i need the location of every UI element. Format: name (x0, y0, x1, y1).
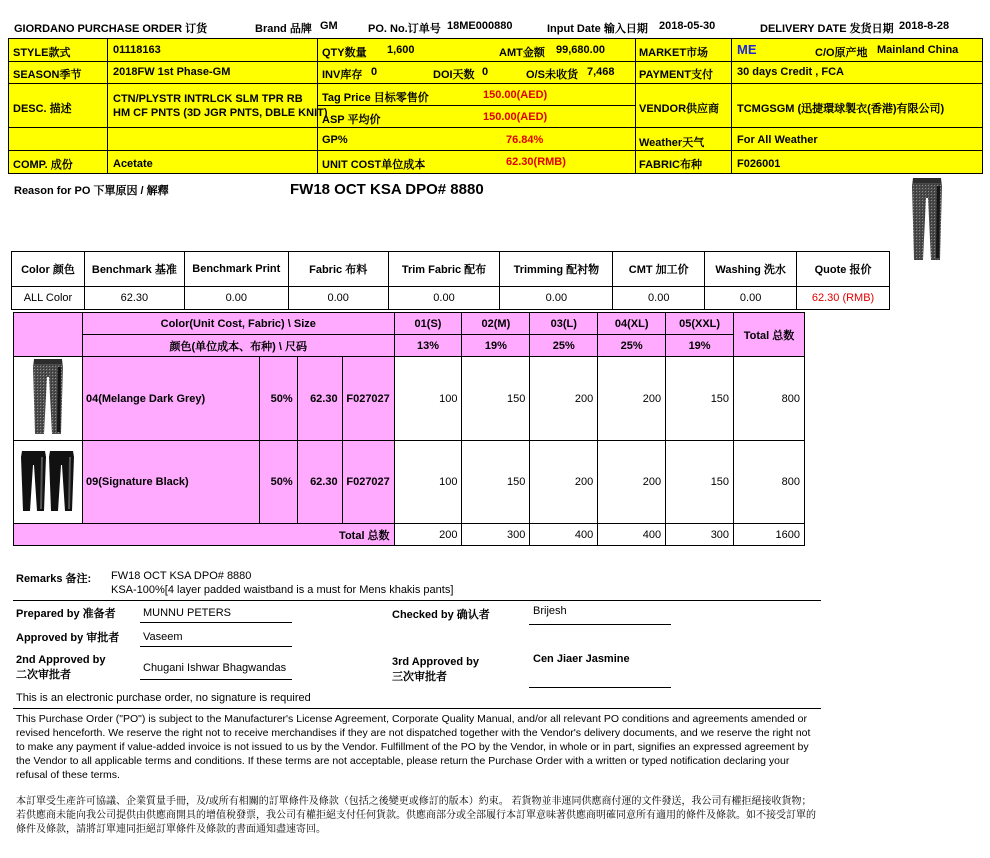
remarks-label: Remarks 备注: (16, 573, 92, 585)
inv-label: INV库存 (322, 69, 363, 81)
cost-header-benchmark: Benchmark 基准 (84, 252, 184, 287)
row-1-qty-s: 100 (394, 357, 462, 441)
remarks-line-1: FW18 OCT KSA DPO# 8880 (111, 570, 252, 582)
row-1-qty-m: 150 (462, 357, 530, 441)
amt-label: AMT金额 (499, 47, 545, 59)
cost-value-washing: 0.00 (705, 287, 797, 310)
style-value: 01118163 (113, 44, 161, 56)
market-label: MARKET市场 (639, 47, 709, 59)
cost-header-trim-fabric: Trim Fabric 配布 (388, 252, 500, 287)
terms-english: This Purchase Order ("PO") is subject to the Manufacturer's License Agreement, Corporate Quality Manual, and/or all relevant PO conditions and agreements amended or revised henceforth. We reserve the right not to receive merchandises if they are not dispatched together with the Vendor's delivery documents, and we reserve the right not to make any payment if value-added invoice is not issued to us by the Vendor. Fulfillment of the PO by the Vendor, in whole or in part, signifies an expressed agreement by the Vendor to all applicable terms and conditions. If these terms are not acceptable, please return the Purchase Order with a written or typed notification declaring your refusal of these terms. (16, 713, 811, 781)
row-1-color: 04(Melange Dark Grey) (82, 357, 259, 441)
season-label: SEASON季节 (13, 69, 82, 81)
season-value: 2018FW 1st Phase-GM (113, 66, 231, 78)
fabric-value: F026001 (737, 158, 781, 170)
terms-chinese: 本訂單受生產許可協議、企業質量手冊，及/或所有相關的訂單條件及條款（包括之後變更或修訂的版本）約束。 若貨物並非連同供應商付運的文件發送，我公司有權拒絕接收貨物；若供應商未能向我公司提供由供應商開具的增值稅發票，我公司有權拒絕支付任何貨款。供應商部分或全部履行本訂單意味著供應商明確同意所有適用的條件及條款。如不接受訂單的條件及條款，請將訂單連同拒絕訂單條件及條款的書面通知盡速寄回。 (16, 796, 816, 835)
fabric-label: FABRIC布种 (639, 159, 702, 171)
brand-label: Brand 品牌 (255, 23, 312, 35)
comp-value: Acetate (113, 158, 153, 170)
row-2-qty-xxl: 150 (666, 441, 734, 524)
row-1-total: 800 (734, 357, 805, 441)
footer-grand-total: 1600 (734, 524, 805, 546)
qty-label: QTY数量 (322, 47, 367, 59)
brand-value: GM (320, 20, 338, 32)
co-label: C/O原产地 (815, 47, 868, 59)
market-value: ME (737, 42, 757, 57)
cost-header-quote: Quote 报价 (797, 252, 890, 287)
desc-label: DESC. 描述 (13, 103, 72, 115)
prepared-label: Prepared by 准备者 (16, 608, 116, 620)
weather-value: For All Weather (737, 134, 818, 146)
row-2-qty-s: 100 (394, 441, 462, 524)
footer-total-xxl: 300 (666, 524, 734, 546)
weather-label: Weather天气 (639, 137, 705, 149)
pants-black-icon (19, 449, 77, 513)
gp-value: 76.84% (506, 134, 544, 146)
row-1-cost: 62.30 (297, 357, 342, 441)
cost-value-trimming: 0.00 (500, 287, 613, 310)
ratio-xxl: 19% (666, 335, 734, 357)
desc-line-2: HM CF PNTS (3D JGR PNTS, DBLE KNIT) (113, 107, 328, 119)
asp-value: 150.00(AED) (483, 111, 548, 123)
row-2-fabric: F027027 (342, 441, 394, 524)
size-label-m: 02(M) (462, 313, 530, 335)
size-header-line-1: Color(Unit Cost, Fabric) \ Size (82, 313, 394, 335)
desc-line-1: CTN/PLYSTR INTRLCK SLM TPR RB (113, 93, 303, 105)
third-approved-label-zh: 三次审批者 (392, 671, 447, 683)
asp-label: ASP 平均价 (322, 114, 381, 126)
table-row (14, 441, 805, 524)
footer-total-m: 300 (462, 524, 530, 546)
row-1-qty-xxl: 150 (666, 357, 734, 441)
second-approved-label: 2nd Approved by (16, 654, 106, 666)
cost-header-washing: Washing 洗水 (705, 252, 797, 287)
third-approved-value: Cen Jiaer Jasmine (533, 653, 630, 665)
cost-header-color: Color 颜色 (12, 252, 85, 287)
cost-header-trimming: Trimming 配衬物 (500, 252, 613, 287)
doi-label: DOI天数 (433, 69, 475, 81)
product-thumbnail (907, 176, 947, 264)
comp-label: COMP. 成份 (13, 159, 73, 171)
footer-total-label: Total 总数 (14, 524, 395, 546)
row-2-qty-l: 200 (530, 441, 598, 524)
cost-value-benchmark-print: 0.00 (184, 287, 288, 310)
color-swatch-black (14, 441, 83, 524)
footer-total-l: 400 (530, 524, 598, 546)
style-label: STYLE款式 (13, 47, 71, 59)
co-value: Mainland China (877, 44, 959, 56)
row-1-qty-xl: 200 (598, 357, 666, 441)
checked-value: Brijesh (533, 605, 567, 617)
row-2-qty-xl: 200 (598, 441, 666, 524)
reason-title: FW18 OCT KSA DPO# 8880 (290, 181, 484, 198)
row-2-total: 800 (734, 441, 805, 524)
image-header-cell (14, 313, 83, 357)
cost-value-trim-fabric: 0.00 (388, 287, 500, 310)
size-label-xxl: 05(XXL) (666, 313, 734, 335)
footer-total-xl: 400 (598, 524, 666, 546)
size-header-line-2: 颜色(单位成本、布种) \ 尺码 (82, 335, 394, 357)
delivery-date-label: DELIVERY DATE 发货日期 (760, 23, 894, 35)
vendor-label: VENDOR供应商 (639, 103, 720, 115)
cost-value-fabric: 0.00 (288, 287, 388, 310)
size-label-xl: 04(XL) (598, 313, 666, 335)
tag-price-value: 150.00(AED) (483, 89, 548, 101)
row-1-pct: 50% (259, 357, 297, 441)
cost-header-fabric: Fabric 布料 (288, 252, 388, 287)
total-header: Total 总数 (734, 313, 805, 357)
delivery-date: 2018-8-28 (899, 20, 950, 32)
cost-value-color: ALL Color (12, 287, 85, 310)
amt-value: 99,680.00 (556, 44, 605, 56)
cost-value-benchmark: 62.30 (84, 287, 184, 310)
ratio-m: 19% (462, 335, 530, 357)
size-label-s: 01(S) (394, 313, 462, 335)
qty-value: 1,600 (387, 44, 415, 56)
doi-value: 0 (482, 66, 489, 78)
cost-header-cmt: CMT 加工价 (613, 252, 705, 287)
unit-cost-label: UNIT COST单位成本 (322, 159, 426, 171)
input-date: 2018-05-30 (659, 20, 716, 32)
prepared-value: MUNNU PETERS (143, 607, 232, 619)
checked-label: Checked by 确认者 (392, 609, 490, 621)
row-2-cost: 62.30 (297, 441, 342, 524)
row-2-color: 09(Signature Black) (82, 441, 259, 524)
second-approved-value: Chugani Ishwar Bhagwandas (143, 662, 287, 674)
row-2-pct: 50% (259, 441, 297, 524)
cost-header-benchmark-print: Benchmark Print (184, 252, 288, 287)
ratio-xl: 25% (598, 335, 666, 357)
row-1-qty-l: 200 (530, 357, 598, 441)
gp-label: GP% (322, 134, 348, 146)
payment-value: 30 days Credit , FCA (737, 66, 844, 78)
approved-value: Vaseem (143, 631, 183, 643)
po-number: 18ME000880 (447, 20, 513, 32)
approved-label: Approved by 审批者 (16, 632, 120, 644)
electronic-notice: This is an electronic purchase order, no signature is required (16, 692, 311, 704)
reason-label: Reason for PO 下單原因 / 解釋 (14, 185, 169, 197)
vendor-value: TCMGSGM (迅捷環球製衣(香港)有限公司) (737, 103, 945, 115)
tag-price-label: Tag Price 目标零售价 (322, 92, 429, 104)
cost-value-cmt: 0.00 (613, 287, 705, 310)
cost-value-quote: 62.30 (RMB) (797, 287, 890, 310)
po-info-grid (8, 38, 983, 174)
remarks-line-2: KSA-100%[4 layer padded waistband is a must for Mens khakis pants] (111, 584, 454, 596)
po-title: GIORDANO PURCHASE ORDER 订货 (14, 23, 208, 35)
third-approved-label: 3rd Approved by (392, 656, 479, 668)
size-breakdown-table (13, 312, 805, 546)
pants-grey-icon (28, 357, 68, 437)
os-label: O/S未收货 (526, 69, 578, 81)
payment-label: PAYMENT支付 (639, 69, 713, 81)
second-approved-label-zh: 二次审批者 (16, 669, 71, 681)
cost-breakdown-table (11, 251, 890, 310)
inv-value: 0 (371, 66, 378, 78)
ratio-l: 25% (530, 335, 598, 357)
row-1-fabric: F027027 (342, 357, 394, 441)
row-2-qty-m: 150 (462, 441, 530, 524)
footer-total-s: 200 (394, 524, 462, 546)
ratio-s: 13% (394, 335, 462, 357)
table-row (14, 357, 805, 441)
color-swatch-grey (14, 357, 83, 441)
input-date-label: Input Date 输入日期 (547, 23, 648, 35)
unit-cost-value: 62.30(RMB) (506, 156, 566, 168)
size-label-l: 03(L) (530, 313, 598, 335)
po-label: PO. No.订单号 (368, 23, 441, 35)
os-value: 7,468 (587, 66, 615, 78)
